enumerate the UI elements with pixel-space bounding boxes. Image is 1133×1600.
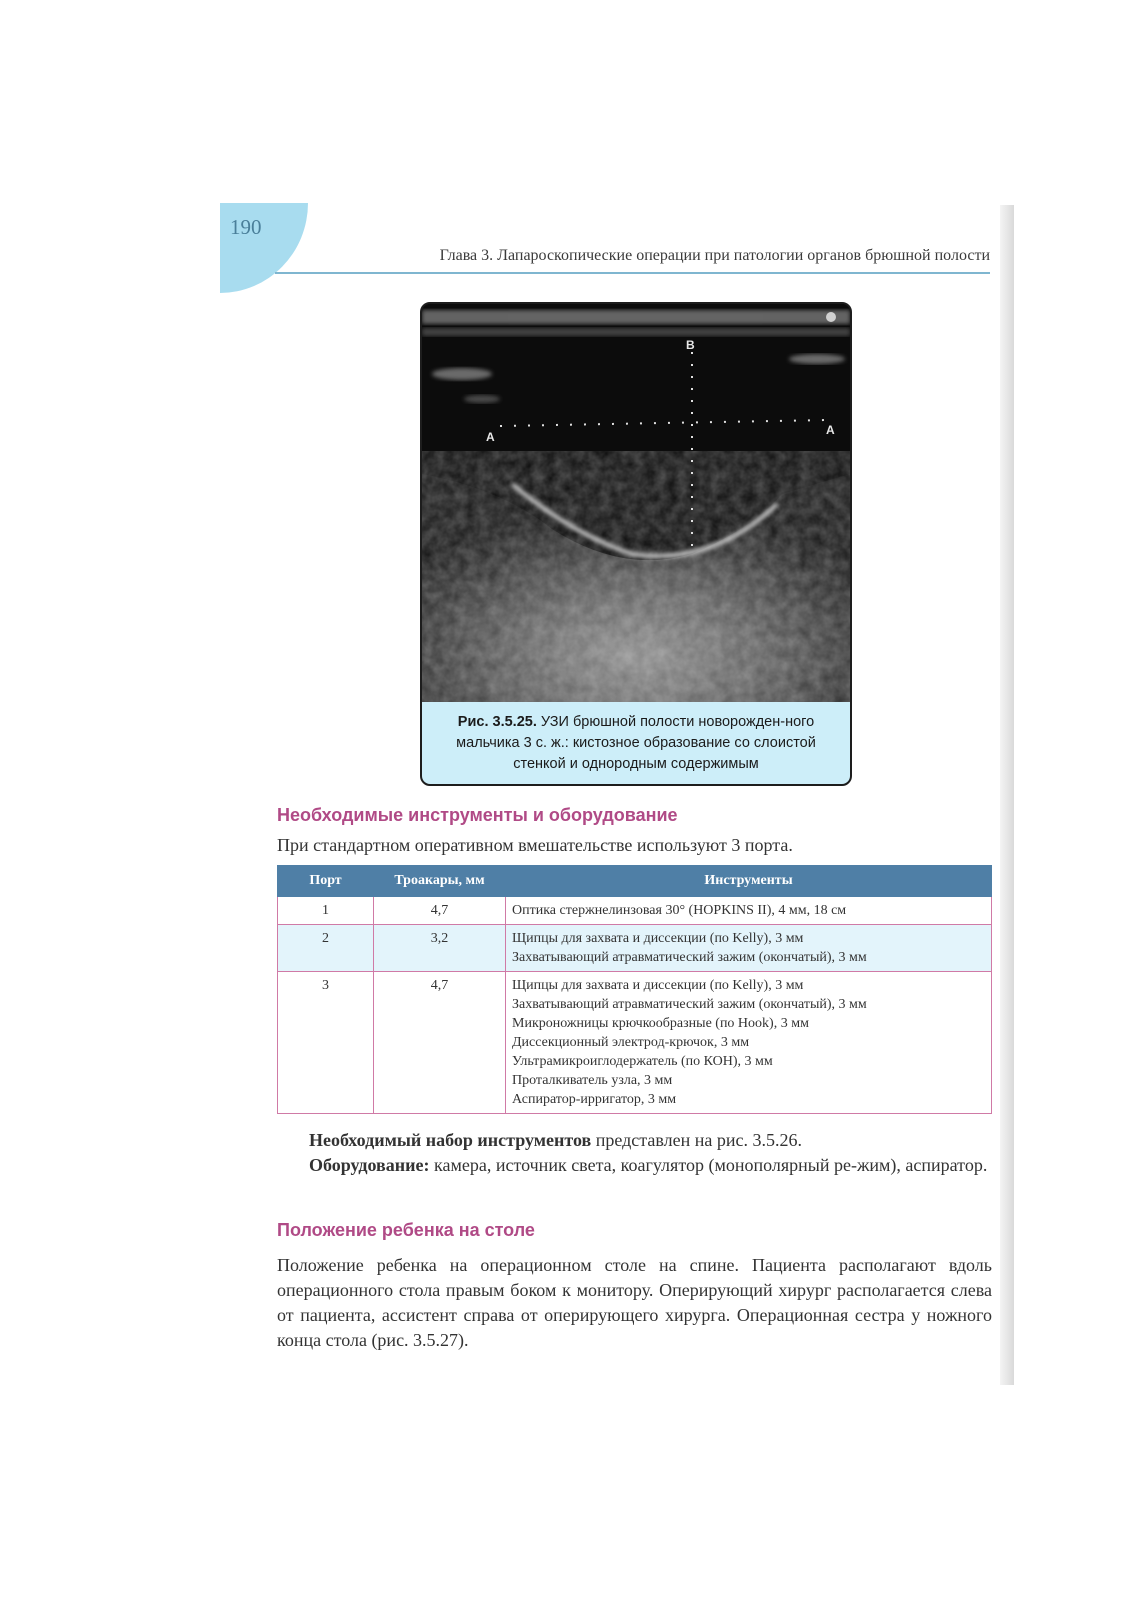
table-cell-trocar: 4,7 [374,972,506,1114]
table-cell-trocar: 4,7 [374,897,506,925]
ultrasound-figure [420,302,852,786]
instrument-item: Оптика стержнелинзовая 30° (HOPKINS II), 4 мм, 18 см [512,903,847,918]
instrument-item: Диссекционный электрод-крючок, 3 мм [512,1035,750,1050]
table-header-port: Порт [278,866,374,897]
intro-paragraph: При стандартном оперативном вмешательстве используют 3 порта. [277,835,793,855]
instrument-item: Щипцы для захвата и диссекции (по Kelly), 3 мм [512,978,804,993]
table-row [278,972,992,1114]
table-cell-port: 2 [278,925,374,972]
equipment-lead: Оборудование: [309,1155,430,1175]
instrument-item: Щипцы для захвата и диссекции (по Kelly), 3 мм [512,931,804,946]
position-paragraph: Положение ребенка на операционном столе на спине. Пациента располагают вдоль операционного стола правым боком к монитору. Оперирующий хирург располагается слева от пациента, ассистент справа от оперирующего хирурга. Операционная сестра у ножного конца стола (рис. 3.5.27). [277,1255,992,1350]
instruments-set-lead: Необходимый набор инструментов [309,1130,592,1150]
marker-a-left: A [486,430,495,444]
table-row [278,925,992,972]
table-cell-instruments [506,897,992,925]
instrument-item: Ультрамикроиглодержатель (по КОН), 3 мм [512,1054,773,1069]
section-heading-instruments: Необходимые инструменты и оборудование [277,805,678,825]
equipment-paragraph [277,1153,992,1178]
table-cell-port: 3 [278,972,374,1114]
header-rule [275,272,990,274]
instrument-item: Аспиратор-ирригатор, 3 мм [512,1092,677,1107]
table-header-instruments: Инструменты [506,866,992,897]
marker-b: B [686,338,695,352]
table-cell-port: 1 [278,897,374,925]
instrument-item: Захватывающий атравматический зажим (окончатый), 3 мм [512,950,867,965]
instrument-item: Микроножницы крючкообразные (по Hook), 3 мм [512,1016,809,1031]
table-row [278,897,992,925]
running-head: Глава 3. Лапароскопические операции при патологии органов брюшной полости [439,247,990,264]
equipment-text: камера, источник света, коагулятор (монополярный ре-жим), аспиратор. [429,1155,988,1175]
table-cell-instruments [506,925,992,972]
page-number: 190 [230,215,262,239]
ports-table [277,865,992,1114]
instrument-item: Захватывающий атравматический зажим (окончатый), 3 мм [512,997,867,1012]
section-heading-position: Положение ребенка на столе [277,1220,535,1240]
table-header-row [278,866,992,897]
instruments-set-paragraph [277,1128,992,1153]
instruments-set-text: представлен на рис. 3.5.26. [591,1130,802,1150]
caption-label: Рис. 3.5.25. [457,713,537,730]
table-cell-instruments [506,972,992,1114]
page-edge [1000,205,1014,1385]
ultrasound-image [422,304,850,702]
table-cell-trocar: 3,2 [374,925,506,972]
marker-a-right: A [826,423,835,437]
table-header-trocars: Троакары, мм [374,866,506,897]
caption-text: УЗИ брюшной полости новорожден-ного мальчика 3 с. ж.: кистозное образование со слоистой стенкой и однородным содержимым [456,713,816,772]
figure-caption [422,702,850,784]
instrument-item: Проталкиватель узла, 3 мм [512,1073,673,1088]
